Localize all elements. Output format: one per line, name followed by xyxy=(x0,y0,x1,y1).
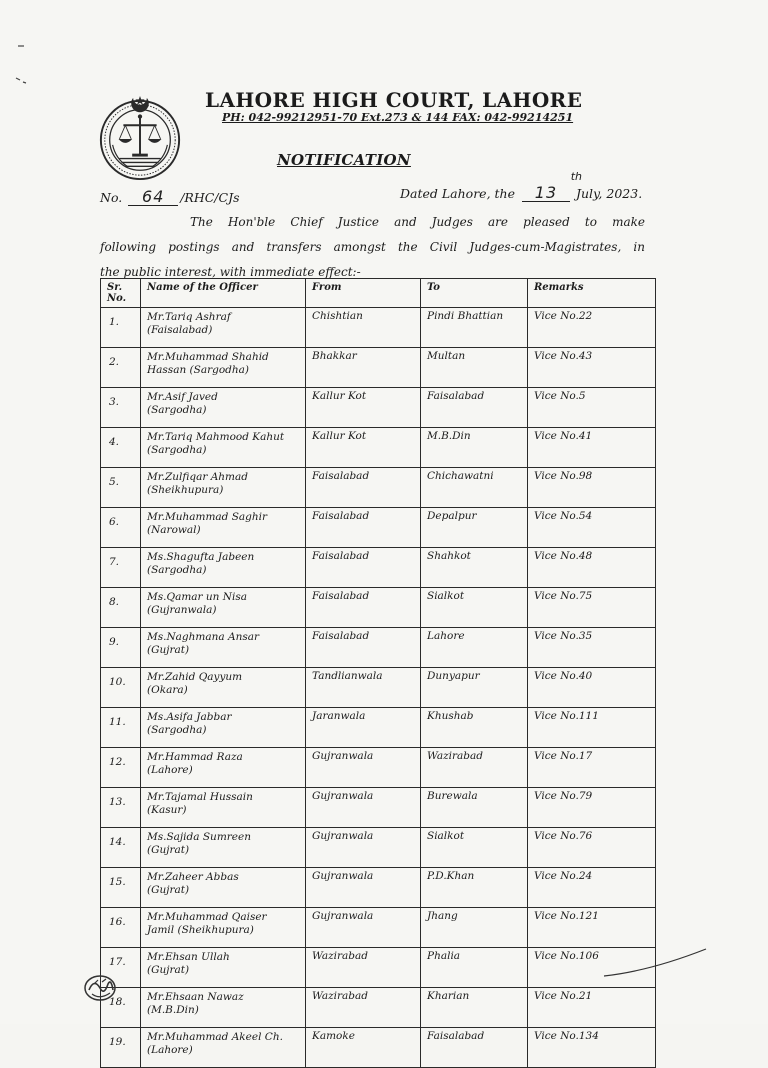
posted-from: Gujranwala xyxy=(306,868,421,908)
notification-heading: NOTIFICATION xyxy=(277,151,411,169)
signature-stroke xyxy=(600,945,710,980)
officer-name-line: Mr.Tariq Mahmood Kahut xyxy=(147,431,285,443)
officer-name-line: (Sargodha) xyxy=(147,564,207,576)
officer-name xyxy=(141,348,306,388)
posted-to: Burewala xyxy=(421,788,528,828)
body-line: following postings and transfers amongst the Civil Judges-cum-Magistrates, in xyxy=(100,240,645,254)
sr-number: 14. xyxy=(101,828,141,868)
remarks: Vice No.54 xyxy=(528,508,656,548)
posted-from: Gujranwala xyxy=(306,828,421,868)
posted-from: Wazirabad xyxy=(306,988,421,1028)
remarks: Vice No.22 xyxy=(528,308,656,348)
officer-name-line: Ms.Naghmana Ansar xyxy=(147,631,259,643)
officer-name-line: (Gujrat) xyxy=(147,964,190,976)
posted-to: Sialkot xyxy=(421,588,528,628)
sr-number: 17. xyxy=(101,948,141,988)
posted-from: Kallur Kot xyxy=(306,428,421,468)
officer-name-line: Mr.Muhammad Qaiser xyxy=(147,911,267,923)
officer-name-line: Ms.Qamar un Nisa xyxy=(147,591,247,603)
officer-name-line: (Lahore) xyxy=(147,1044,193,1056)
posted-from: Wazirabad xyxy=(306,948,421,988)
officer-name-line: (Sargodha) xyxy=(147,444,207,456)
table-header-row xyxy=(101,279,656,308)
sr-number: 15. xyxy=(101,868,141,908)
header-remarks: Remarks xyxy=(528,279,656,308)
officer-name xyxy=(141,908,306,948)
officer-name-line: Mr.Asif Javed xyxy=(147,391,218,403)
officer-name-line: Mr.Zahid Qayyum xyxy=(147,671,243,683)
officer-name xyxy=(141,828,306,868)
posted-to: Shahkot xyxy=(421,548,528,588)
posted-to: Phalia xyxy=(421,948,528,988)
sr-number: 12. xyxy=(101,748,141,788)
posted-from: Gujranwala xyxy=(306,788,421,828)
officer-name-line: Ms.Asifa Jabbar xyxy=(147,711,232,723)
posted-to: Dunyapur xyxy=(421,668,528,708)
officer-name xyxy=(141,428,306,468)
sr-number: 6. xyxy=(101,508,141,548)
remarks: Vice No.121 xyxy=(528,908,656,948)
officer-name-line: (Sheikhupura) xyxy=(147,484,224,496)
sr-number: 18. xyxy=(101,988,141,1028)
officer-name-line: (M.B.Din) xyxy=(147,1004,199,1016)
posted-to: Sialkot xyxy=(421,828,528,868)
postings-table xyxy=(100,278,656,1068)
officer-name xyxy=(141,628,306,668)
officer-name-line: (Sargodha) xyxy=(147,724,207,736)
posted-from: Faisalabad xyxy=(306,468,421,508)
remarks: Vice No.111 xyxy=(528,708,656,748)
officer-name-line: Mr.Muhammad Shahid xyxy=(147,351,269,363)
officer-name xyxy=(141,748,306,788)
sr-number: 4. xyxy=(101,428,141,468)
posted-from: Faisalabad xyxy=(306,588,421,628)
remarks: Vice No.134 xyxy=(528,1028,656,1068)
remarks: Vice No.76 xyxy=(528,828,656,868)
date-day: 13 xyxy=(534,183,558,202)
officer-name xyxy=(141,1028,306,1068)
reference-number: 64 xyxy=(142,187,165,206)
officer-name xyxy=(141,308,306,348)
court-name: LAHORE HIGH COURT, LAHORE xyxy=(205,88,583,112)
table-row xyxy=(101,788,656,828)
posted-to: Faisalabad xyxy=(421,388,528,428)
officer-name xyxy=(141,508,306,548)
sr-number: 8. xyxy=(101,588,141,628)
header-sr-no: Sr. No. xyxy=(101,279,141,308)
posted-from: Tandlianwala xyxy=(306,668,421,708)
posted-from: Faisalabad xyxy=(306,508,421,548)
officer-name xyxy=(141,588,306,628)
officer-name xyxy=(141,548,306,588)
sr-number: 2. xyxy=(101,348,141,388)
date-suffix: July, 2023. xyxy=(575,186,643,201)
officer-name-line: Ms.Shagufta Jabeen xyxy=(147,551,255,563)
sr-number: 19. xyxy=(101,1028,141,1068)
officer-name-line: Mr.Tariq Ashraf xyxy=(147,311,231,323)
sr-number: 3. xyxy=(101,388,141,428)
officer-name xyxy=(141,708,306,748)
date-line xyxy=(400,170,643,202)
remarks: Vice No.48 xyxy=(528,548,656,588)
officer-name-line: Mr.Hammad Raza xyxy=(147,751,243,763)
header-to: To xyxy=(421,279,528,308)
sr-number: 5. xyxy=(101,468,141,508)
body-line: The Hon'ble Chief Justice and Judges are pleased to make xyxy=(190,215,645,229)
sr-number: 7. xyxy=(101,548,141,588)
table-row xyxy=(101,668,656,708)
sr-number: 9. xyxy=(101,628,141,668)
posted-to: Chichawatni xyxy=(421,468,528,508)
posted-to: Depalpur xyxy=(421,508,528,548)
posted-from: Gujranwala xyxy=(306,748,421,788)
sr-number: 1. xyxy=(101,308,141,348)
remarks: Vice No.98 xyxy=(528,468,656,508)
officer-name-line: (Faisalabad) xyxy=(147,324,213,336)
posted-from: Faisalabad xyxy=(306,628,421,668)
posted-from: Kallur Kot xyxy=(306,388,421,428)
posted-to: Pindi Bhattian xyxy=(421,308,528,348)
date-prefix: Dated Lahore, the xyxy=(400,186,515,201)
contact-line: PH: 042-99212951-70 Ext.273 & 144 FAX: 042-99214251 xyxy=(222,111,574,124)
officer-name-line: (Okara) xyxy=(147,684,188,696)
table-row xyxy=(101,588,656,628)
sr-number: 13. xyxy=(101,788,141,828)
reference-number-line xyxy=(100,187,240,206)
remarks: Vice No.35 xyxy=(528,628,656,668)
sr-number: 11. xyxy=(101,708,141,748)
reference-prefix: No. xyxy=(100,190,123,205)
table-row xyxy=(101,748,656,788)
posted-to: Jhang xyxy=(421,908,528,948)
officer-name-line: Mr.Zaheer Abbas xyxy=(147,871,239,883)
posted-to: Multan xyxy=(421,348,528,388)
officer-name-line: (Sargodha) xyxy=(147,404,207,416)
posted-from: Chishtian xyxy=(306,308,421,348)
posted-to: Lahore xyxy=(421,628,528,668)
table-row xyxy=(101,908,656,948)
posted-to: P.D.Khan xyxy=(421,868,528,908)
table-row xyxy=(101,948,656,988)
posted-to: Kharian xyxy=(421,988,528,1028)
notification-body xyxy=(100,210,645,285)
remarks: Vice No.79 xyxy=(528,788,656,828)
officer-name xyxy=(141,988,306,1028)
table-row xyxy=(101,388,656,428)
officer-name-line: (Narowal) xyxy=(147,524,201,536)
officer-name xyxy=(141,668,306,708)
sr-number: 16. xyxy=(101,908,141,948)
date-day-suffix: th xyxy=(570,170,582,183)
officer-name-line: Mr.Muhammad Saghir xyxy=(147,511,268,523)
officer-name-line: Hassan (Sargodha) xyxy=(147,364,250,376)
reference-number-field xyxy=(128,187,178,206)
remarks: Vice No.5 xyxy=(528,388,656,428)
posted-to: Wazirabad xyxy=(421,748,528,788)
table-row xyxy=(101,348,656,388)
officer-name-line: Mr.Tajamal Hussain xyxy=(147,791,253,803)
officer-name xyxy=(141,868,306,908)
remarks: Vice No.21 xyxy=(528,988,656,1028)
officer-name xyxy=(141,948,306,988)
officer-name-line: Mr.Ehsaan Nawaz xyxy=(147,991,244,1003)
officer-name-line: (Kasur) xyxy=(147,804,187,816)
officer-name-line: Ms.Sajida Sumreen xyxy=(147,831,251,843)
table-row xyxy=(101,308,656,348)
header-officer-name: Name of the Officer xyxy=(141,279,306,308)
posted-from: Jaranwala xyxy=(306,708,421,748)
officer-name-line: (Gujranwala) xyxy=(147,604,217,616)
scan-marks xyxy=(12,40,32,90)
table-row xyxy=(101,708,656,748)
officer-name-line: (Lahore) xyxy=(147,764,193,776)
sr-number: 10. xyxy=(101,668,141,708)
officer-name-line: (Gujrat) xyxy=(147,644,190,656)
table-row xyxy=(101,428,656,468)
posted-from: Kamoke xyxy=(306,1028,421,1068)
table-row xyxy=(101,868,656,908)
officer-name-line: (Gujrat) xyxy=(147,884,190,896)
header-from: From xyxy=(306,279,421,308)
remarks: Vice No.40 xyxy=(528,668,656,708)
officer-name xyxy=(141,388,306,428)
table-row xyxy=(101,1028,656,1068)
remarks: Vice No.106 xyxy=(528,948,656,988)
remarks: Vice No.41 xyxy=(528,428,656,468)
posted-from: Bhakkar xyxy=(306,348,421,388)
table-row xyxy=(101,628,656,668)
remarks: Vice No.43 xyxy=(528,348,656,388)
officer-name-line: Jamil (Sheikhupura) xyxy=(147,924,254,936)
posted-from: Gujranwala xyxy=(306,908,421,948)
table-body xyxy=(101,308,656,1068)
posted-from: Faisalabad xyxy=(306,548,421,588)
posted-to: M.B.Din xyxy=(421,428,528,468)
remarks: Vice No.24 xyxy=(528,868,656,908)
officer-name-line: Mr.Muhammad Akeel Ch. xyxy=(147,1031,283,1043)
posted-to: Khushab xyxy=(421,708,528,748)
officer-name-line: Mr.Ehsan Ullah xyxy=(147,951,230,963)
initials-stamp-icon xyxy=(80,966,124,1006)
remarks: Vice No.17 xyxy=(528,748,656,788)
officer-name xyxy=(141,788,306,828)
officer-name-line: (Gujrat) xyxy=(147,844,190,856)
body-line: the public interest, with immediate effect:- xyxy=(100,265,361,279)
lahore-high-court-seal-icon xyxy=(96,94,184,182)
officer-name xyxy=(141,468,306,508)
table-row xyxy=(101,468,656,508)
table-row xyxy=(101,828,656,868)
table-row xyxy=(101,988,656,1028)
table-row xyxy=(101,508,656,548)
table-row xyxy=(101,548,656,588)
posted-to: Faisalabad xyxy=(421,1028,528,1068)
officer-name-line: Mr.Zulfiqar Ahmad xyxy=(147,471,248,483)
remarks: Vice No.75 xyxy=(528,588,656,628)
date-day-field xyxy=(522,170,582,202)
reference-suffix: /RHC/CJs xyxy=(180,190,240,205)
